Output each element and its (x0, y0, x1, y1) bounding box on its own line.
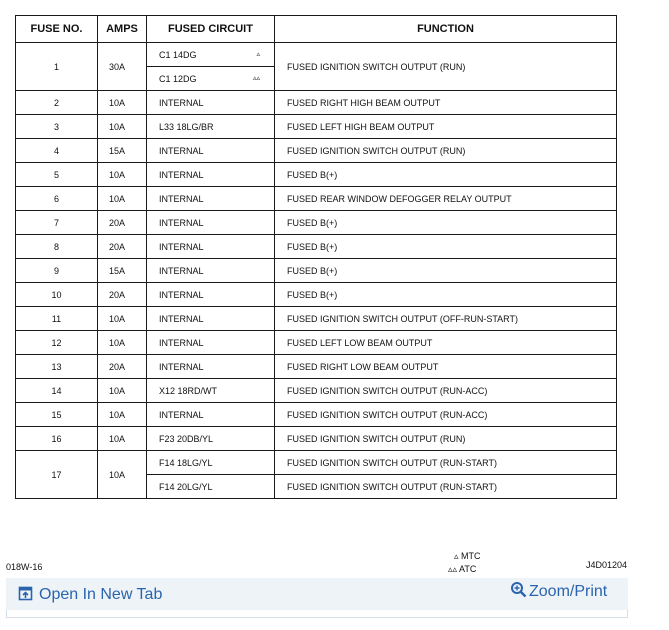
fused-circuit: INTERNAL (147, 259, 275, 283)
amps: 20A (98, 235, 147, 259)
table-row (16, 235, 617, 259)
fuse-number: 4 (16, 139, 98, 163)
header-amps: AMPS (98, 16, 147, 43)
table-row (16, 43, 617, 67)
table-row (16, 307, 617, 331)
table-row (16, 355, 617, 379)
fused-circuit: INTERNAL (147, 403, 275, 427)
fused-circuit: F23 20DB/YL (147, 427, 275, 451)
header-fused-circuit: FUSED CIRCUIT (147, 16, 275, 43)
table-row (16, 283, 617, 307)
function: FUSED B(+) (275, 211, 617, 235)
fused-circuit: INTERNAL (147, 91, 275, 115)
fused-circuit: INTERNAL (147, 187, 275, 211)
fused-circuit (147, 43, 275, 67)
fuse-number: 15 (16, 403, 98, 427)
function: FUSED B(+) (275, 235, 617, 259)
table-row (16, 91, 617, 115)
diagram-code-right: J4D01204 (586, 560, 628, 570)
amps: 20A (98, 283, 147, 307)
fused-circuit: INTERNAL (147, 139, 275, 163)
fuse-table (15, 15, 617, 499)
fuse-number: 10 (16, 283, 98, 307)
fuse-number: 14 (16, 379, 98, 403)
fuse-number: 3 (16, 115, 98, 139)
fuse-number: 5 (16, 163, 98, 187)
amps: 10A (98, 403, 147, 427)
table-row (16, 427, 617, 451)
zoom-print-label: Zoom/Print (529, 583, 608, 600)
function: FUSED REAR WINDOW DEFOGGER RELAY OUTPUT (275, 187, 617, 211)
fused-circuit: INTERNAL (147, 307, 275, 331)
function: FUSED IGNITION SWITCH OUTPUT (RUN) (275, 43, 617, 91)
function: FUSED LEFT LOW BEAM OUTPUT (275, 331, 617, 355)
amps: 10A (98, 163, 147, 187)
function: FUSED B(+) (275, 283, 617, 307)
table-row (16, 163, 617, 187)
function: FUSED RIGHT HIGH BEAM OUTPUT (275, 91, 617, 115)
fused-circuit: INTERNAL (147, 235, 275, 259)
table-row (16, 331, 617, 355)
fuse-number: 17 (16, 451, 98, 499)
fuse-number: 12 (16, 331, 98, 355)
function: FUSED IGNITION SWITCH OUTPUT (RUN-ACC) (275, 379, 617, 403)
fused-circuit: INTERNAL (147, 163, 275, 187)
fuse-number: 9 (16, 259, 98, 283)
function: FUSED IGNITION SWITCH OUTPUT (RUN-START) (275, 475, 617, 499)
fused-circuit: L33 18LG/BR (147, 115, 275, 139)
amps: 20A (98, 211, 147, 235)
fuse-chart-document (6, 6, 628, 578)
amps: 10A (98, 91, 147, 115)
table-row (16, 211, 617, 235)
table-row (16, 451, 617, 475)
function: FUSED IGNITION SWITCH OUTPUT (OFF-RUN-START) (275, 307, 617, 331)
amps: 15A (98, 259, 147, 283)
amps: 10A (98, 451, 147, 499)
fuse-number: 1 (16, 43, 98, 91)
fused-circuit: INTERNAL (147, 331, 275, 355)
fuse-number: 7 (16, 211, 98, 235)
fused-circuit: F14 20LG/YL (147, 475, 275, 499)
amps: 10A (98, 331, 147, 355)
amps: 10A (98, 115, 147, 139)
atc-marker: ▵▵ (252, 74, 260, 82)
fuse-number: 8 (16, 235, 98, 259)
table-row (16, 259, 617, 283)
fused-circuit: INTERNAL (147, 283, 275, 307)
diagram-code-left: 018W-16 (6, 562, 43, 572)
function: FUSED RIGHT LOW BEAM OUTPUT (275, 355, 617, 379)
fuse-number: 13 (16, 355, 98, 379)
open-new-tab-icon (18, 586, 33, 601)
fused-circuit: INTERNAL (147, 211, 275, 235)
function: FUSED IGNITION SWITCH OUTPUT (RUN-ACC) (275, 403, 617, 427)
function: FUSED B(+) (275, 259, 617, 283)
legend-atc: ▵▵ ATC (448, 564, 477, 574)
amps: 10A (98, 187, 147, 211)
open-in-new-tab-link[interactable] (18, 586, 162, 604)
amps: 10A (98, 379, 147, 403)
function: FUSED IGNITION SWITCH OUTPUT (RUN) (275, 139, 617, 163)
legend-mtc: ▵ MTC (454, 551, 481, 561)
fuse-number: 6 (16, 187, 98, 211)
circuit-text: C1 12DG (159, 73, 197, 84)
amps: 20A (98, 355, 147, 379)
image-action-bar (6, 578, 628, 610)
function: FUSED IGNITION SWITCH OUTPUT (RUN) (275, 427, 617, 451)
function: FUSED LEFT HIGH BEAM OUTPUT (275, 115, 617, 139)
table-row (16, 139, 617, 163)
fused-circuit: INTERNAL (147, 355, 275, 379)
amps: 30A (98, 43, 147, 91)
table-row (16, 115, 617, 139)
header-function: FUNCTION (275, 16, 617, 43)
fused-circuit (147, 67, 275, 91)
function: FUSED B(+) (275, 163, 617, 187)
function: FUSED IGNITION SWITCH OUTPUT (RUN-START) (275, 451, 617, 475)
fuse-number: 11 (16, 307, 98, 331)
fuse-number: 2 (16, 91, 98, 115)
table-row (16, 403, 617, 427)
table-row (16, 187, 617, 211)
amps: 10A (98, 427, 147, 451)
circuit-text: C1 14DG (159, 49, 197, 60)
fused-circuit: F14 18LG/YL (147, 451, 275, 475)
fused-circuit: X12 18RD/WT (147, 379, 275, 403)
header-fuse-no: FUSE NO. (16, 16, 98, 43)
amps: 15A (98, 139, 147, 163)
table-row (16, 379, 617, 403)
mtc-marker: ▵ (256, 50, 260, 58)
table-header-row (16, 16, 617, 43)
zoom-print-link[interactable] (510, 581, 607, 601)
fuse-number: 16 (16, 427, 98, 451)
magnifier-icon (510, 581, 527, 598)
open-in-new-tab-label: Open In New Tab (39, 586, 163, 603)
amps: 10A (98, 307, 147, 331)
